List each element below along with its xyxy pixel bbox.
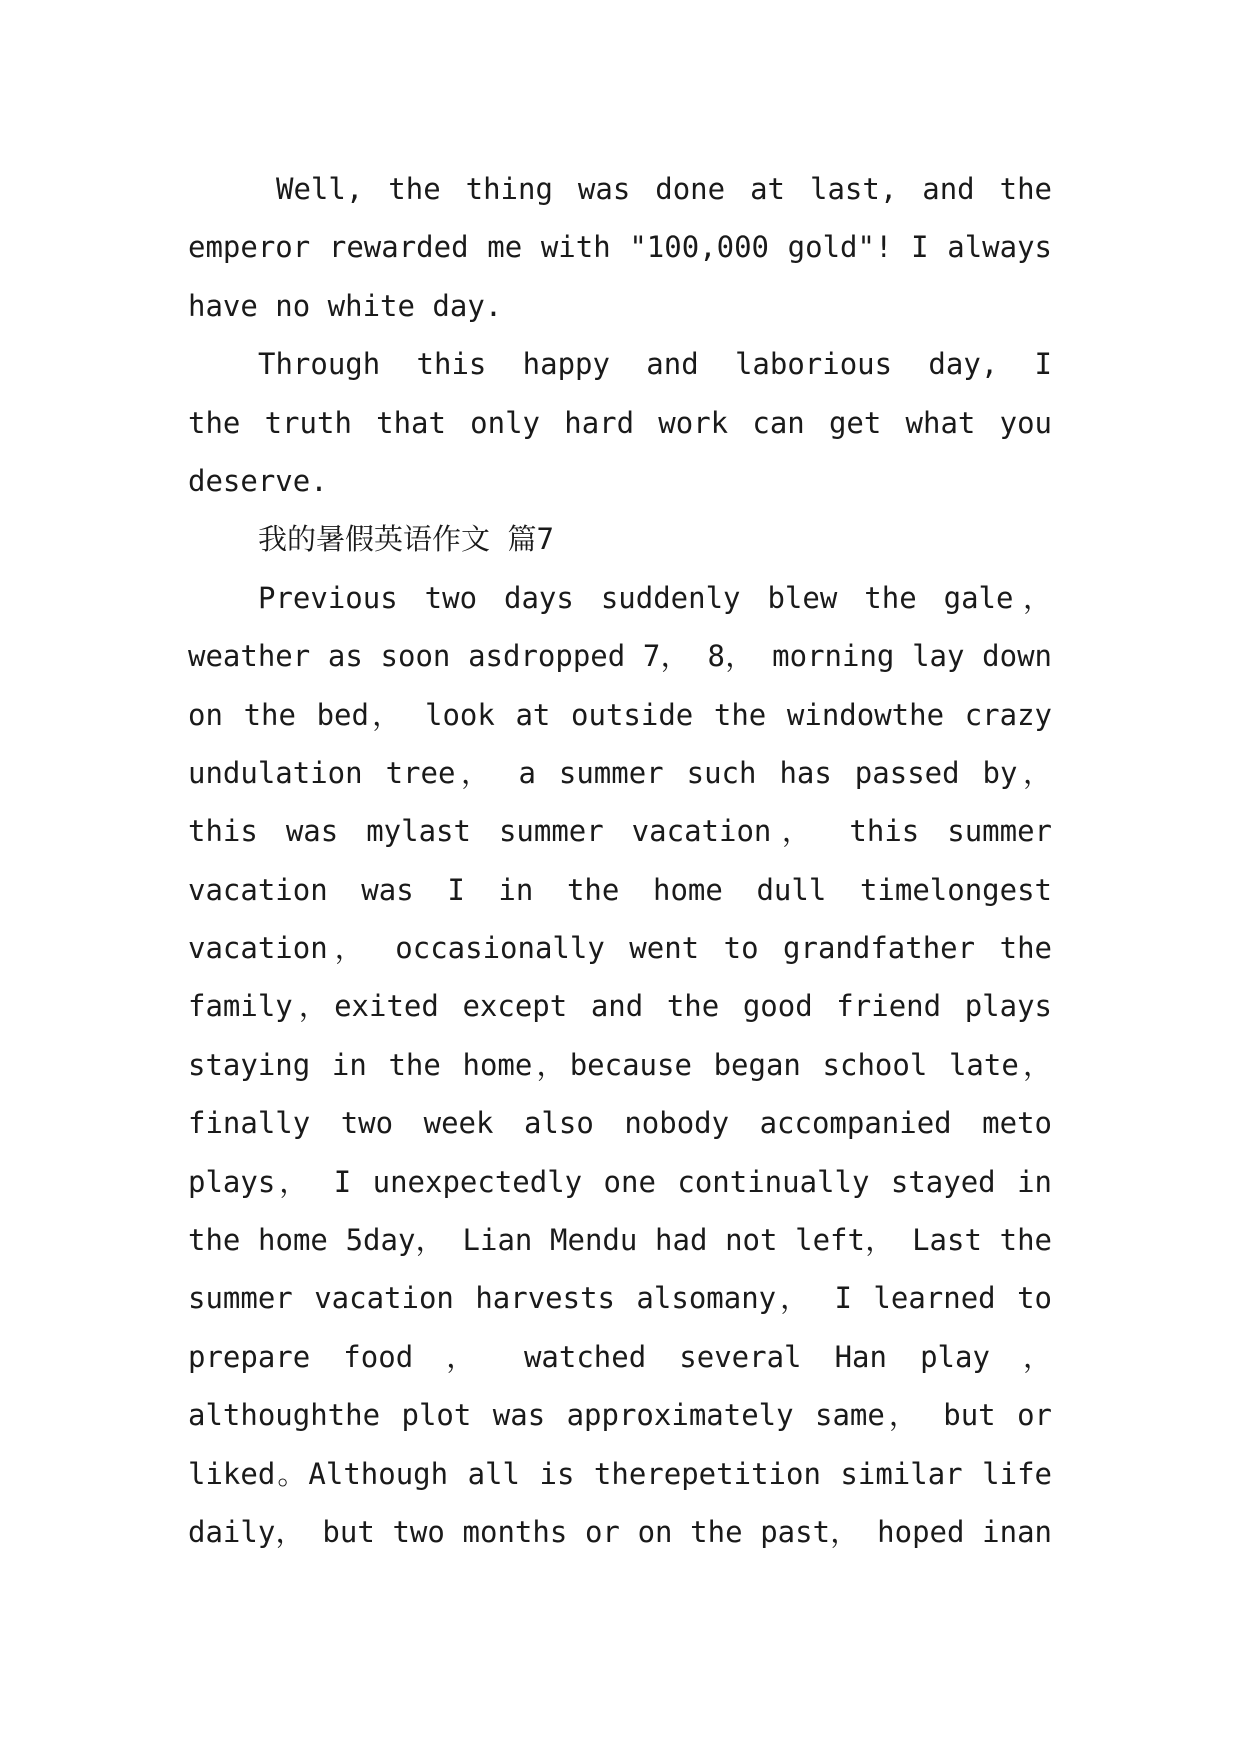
document-body [188,160,1052,1561]
text-line: plays， I unexpectedly one continually stayed in [188,1164,1052,1199]
text-line: daily， but two months or on the past， hoped inan [188,1514,1052,1549]
text-line: family，exited except and the good friend plays [188,989,1052,1024]
text-line: this was mylast summer vacation， this summer [188,814,1052,849]
text-line: Previous two days suddenly blew the gale， [258,580,1052,615]
text-line: vacation， occasionally went to grandfather the [188,931,1052,966]
text-line: Through this happy and laborious day, I [258,347,1052,382]
text-line: weather as soon asdropped 7， 8， morning lay down [188,639,1052,674]
text-line: deserve. [188,463,328,498]
text-line: emperor rewarded me with "100,000 gold"! I always [188,230,1052,265]
text-line: on the bed， look at outside the windowthe crazy [188,697,1052,732]
text-line: Well, the thing was done at last, and the [276,172,1052,206]
text-line: staying in the home，because began school late， [188,1047,1052,1082]
text-line: have no white day. [188,288,503,323]
text-line: the home 5day， Lian Mendu had not left， Last the [188,1223,1052,1258]
text-line: undulation tree， a summer such has passed by， [188,755,1052,790]
text-line: summer vacation harvests alsomany， I learned to [188,1281,1052,1316]
section-heading: 我的暑假英语作文 篇7 [258,522,554,557]
text-line: althoughthe plot was approximately same， but or [188,1398,1052,1433]
text-line: liked。Although all is therepetition similar life [188,1456,1052,1491]
text-line: the truth that only hard work can get what you [188,405,1052,440]
text-line: prepare food ， watched several Han play ， [188,1339,1052,1374]
text-line: vacation was I in the home dull timelongest [188,872,1052,907]
text-line: finally two week also nobody accompanied meto [188,1106,1052,1141]
